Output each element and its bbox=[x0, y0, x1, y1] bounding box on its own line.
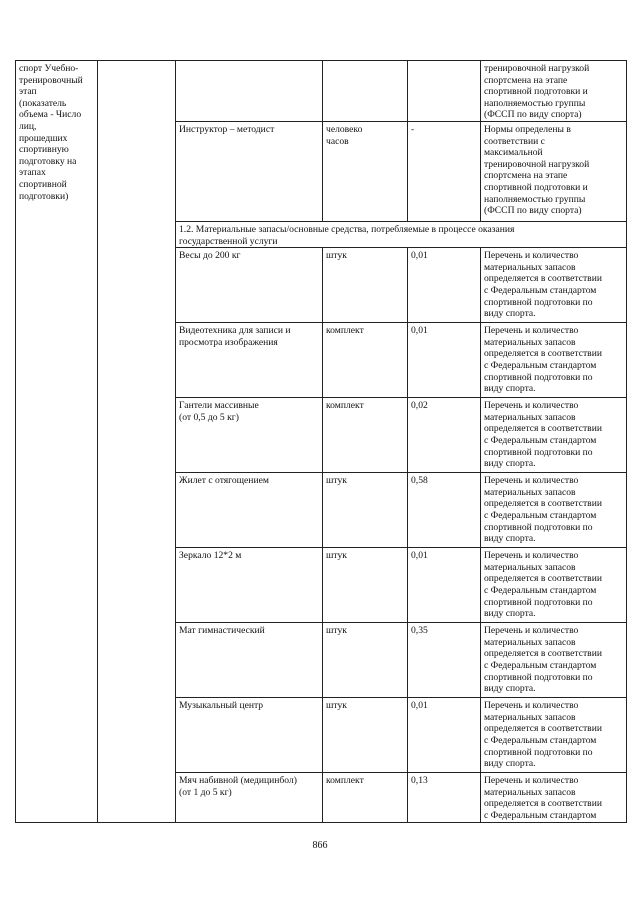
resource-name-cell: Весы до 200 кг bbox=[176, 248, 323, 323]
unit-cell: штук bbox=[323, 623, 408, 698]
resource-name-cell: Жилет с отягощением bbox=[176, 473, 323, 548]
resource-name-cell: Мат гимнастический bbox=[176, 623, 323, 698]
unit-cell: штук bbox=[323, 698, 408, 773]
value-cell: 0,01 bbox=[408, 548, 481, 623]
note-cell: Перечень и количество материальных запасов определяется в соответствии с Федеральным стандартом bbox=[481, 773, 627, 823]
note-cell: Перечень и количество материальных запасов определяется в соответствии с Федеральным стандартом спортивной подготовки по виду спорта. bbox=[481, 473, 627, 548]
value-cell: - bbox=[408, 121, 481, 221]
value-cell: 0,13 bbox=[408, 773, 481, 823]
page-number: 866 bbox=[312, 840, 328, 851]
unit-cell: комплект bbox=[323, 323, 408, 398]
value-cell: 0,01 bbox=[408, 323, 481, 398]
value-cell: 0,35 bbox=[408, 623, 481, 698]
resource-name-cell: Видеотехника для записи и просмотра изображения bbox=[176, 323, 323, 398]
resource-name-cell: Зеркало 12*2 м bbox=[176, 548, 323, 623]
note-cell: Перечень и количество материальных запасов определяется в соответствии с Федеральным стандартом спортивной подготовки по виду спорта. bbox=[481, 248, 627, 323]
value-cell: 0,58 bbox=[408, 473, 481, 548]
table-row-top bbox=[16, 61, 627, 122]
unit-cell: штук bbox=[323, 473, 408, 548]
table-cell bbox=[176, 61, 323, 122]
service-description-cell: спорт Учебно- тренировочный этап (показатель объема - Число лиц, прошедших спортивную подготовку на этапах спортивной подготовки) bbox=[16, 61, 98, 823]
unit-cell: комплект bbox=[323, 773, 408, 823]
table-cell bbox=[408, 61, 481, 122]
note-cell: Перечень и количество материальных запасов определяется в соответствии с Федеральным стандартом спортивной подготовки по виду спорта. bbox=[481, 698, 627, 773]
note-cell: Перечень и количество материальных запасов определяется в соответствии с Федеральным стандартом спортивной подготовки по виду спорта. bbox=[481, 398, 627, 473]
unit-cell: комплект bbox=[323, 398, 408, 473]
resource-name-cell: Инструктор – методист bbox=[176, 121, 323, 221]
unit-cell: человеко часов bbox=[323, 121, 408, 221]
note-cell: Перечень и количество материальных запасов определяется в соответствии с Федеральным стандартом спортивной подготовки по виду спорта. bbox=[481, 548, 627, 623]
value-cell: 0,02 bbox=[408, 398, 481, 473]
note-cell: Перечень и количество материальных запасов определяется в соответствии с Федеральным стандартом спортивной подготовки по виду спорта. bbox=[481, 623, 627, 698]
note-cell: Перечень и количество материальных запасов определяется в соответствии с Федеральным стандартом спортивной подготовки по виду спорта. bbox=[481, 323, 627, 398]
resource-name-cell: Мяч набивной (медицинбол) (от 1 до 5 кг) bbox=[176, 773, 323, 823]
table-cell bbox=[323, 61, 408, 122]
norms-table bbox=[15, 60, 627, 823]
empty-column-cell bbox=[98, 61, 176, 823]
section-heading: 1.2. Материальные запасы/основные средства, потребляемые в процессе оказания государственной услуги bbox=[176, 221, 627, 247]
value-cell: 0,01 bbox=[408, 248, 481, 323]
note-cell: тренировочной нагрузкой спортсмена на этапе спортивной подготовки и наполняемостью группы (ФССП по виду спорта) bbox=[481, 61, 627, 122]
note-cell: Нормы определены в соответствии с максимальной тренировочной нагрузкой спортсмена на этапе спортивной подготовки и наполняемостью группы (ФССП по виду спорта) bbox=[481, 121, 627, 221]
resource-name-cell: Гантели массивные (от 0,5 до 5 кг) bbox=[176, 398, 323, 473]
unit-cell: штук bbox=[323, 248, 408, 323]
resource-name-cell: Музыкальный центр bbox=[176, 698, 323, 773]
unit-cell: штук bbox=[323, 548, 408, 623]
value-cell: 0,01 bbox=[408, 698, 481, 773]
